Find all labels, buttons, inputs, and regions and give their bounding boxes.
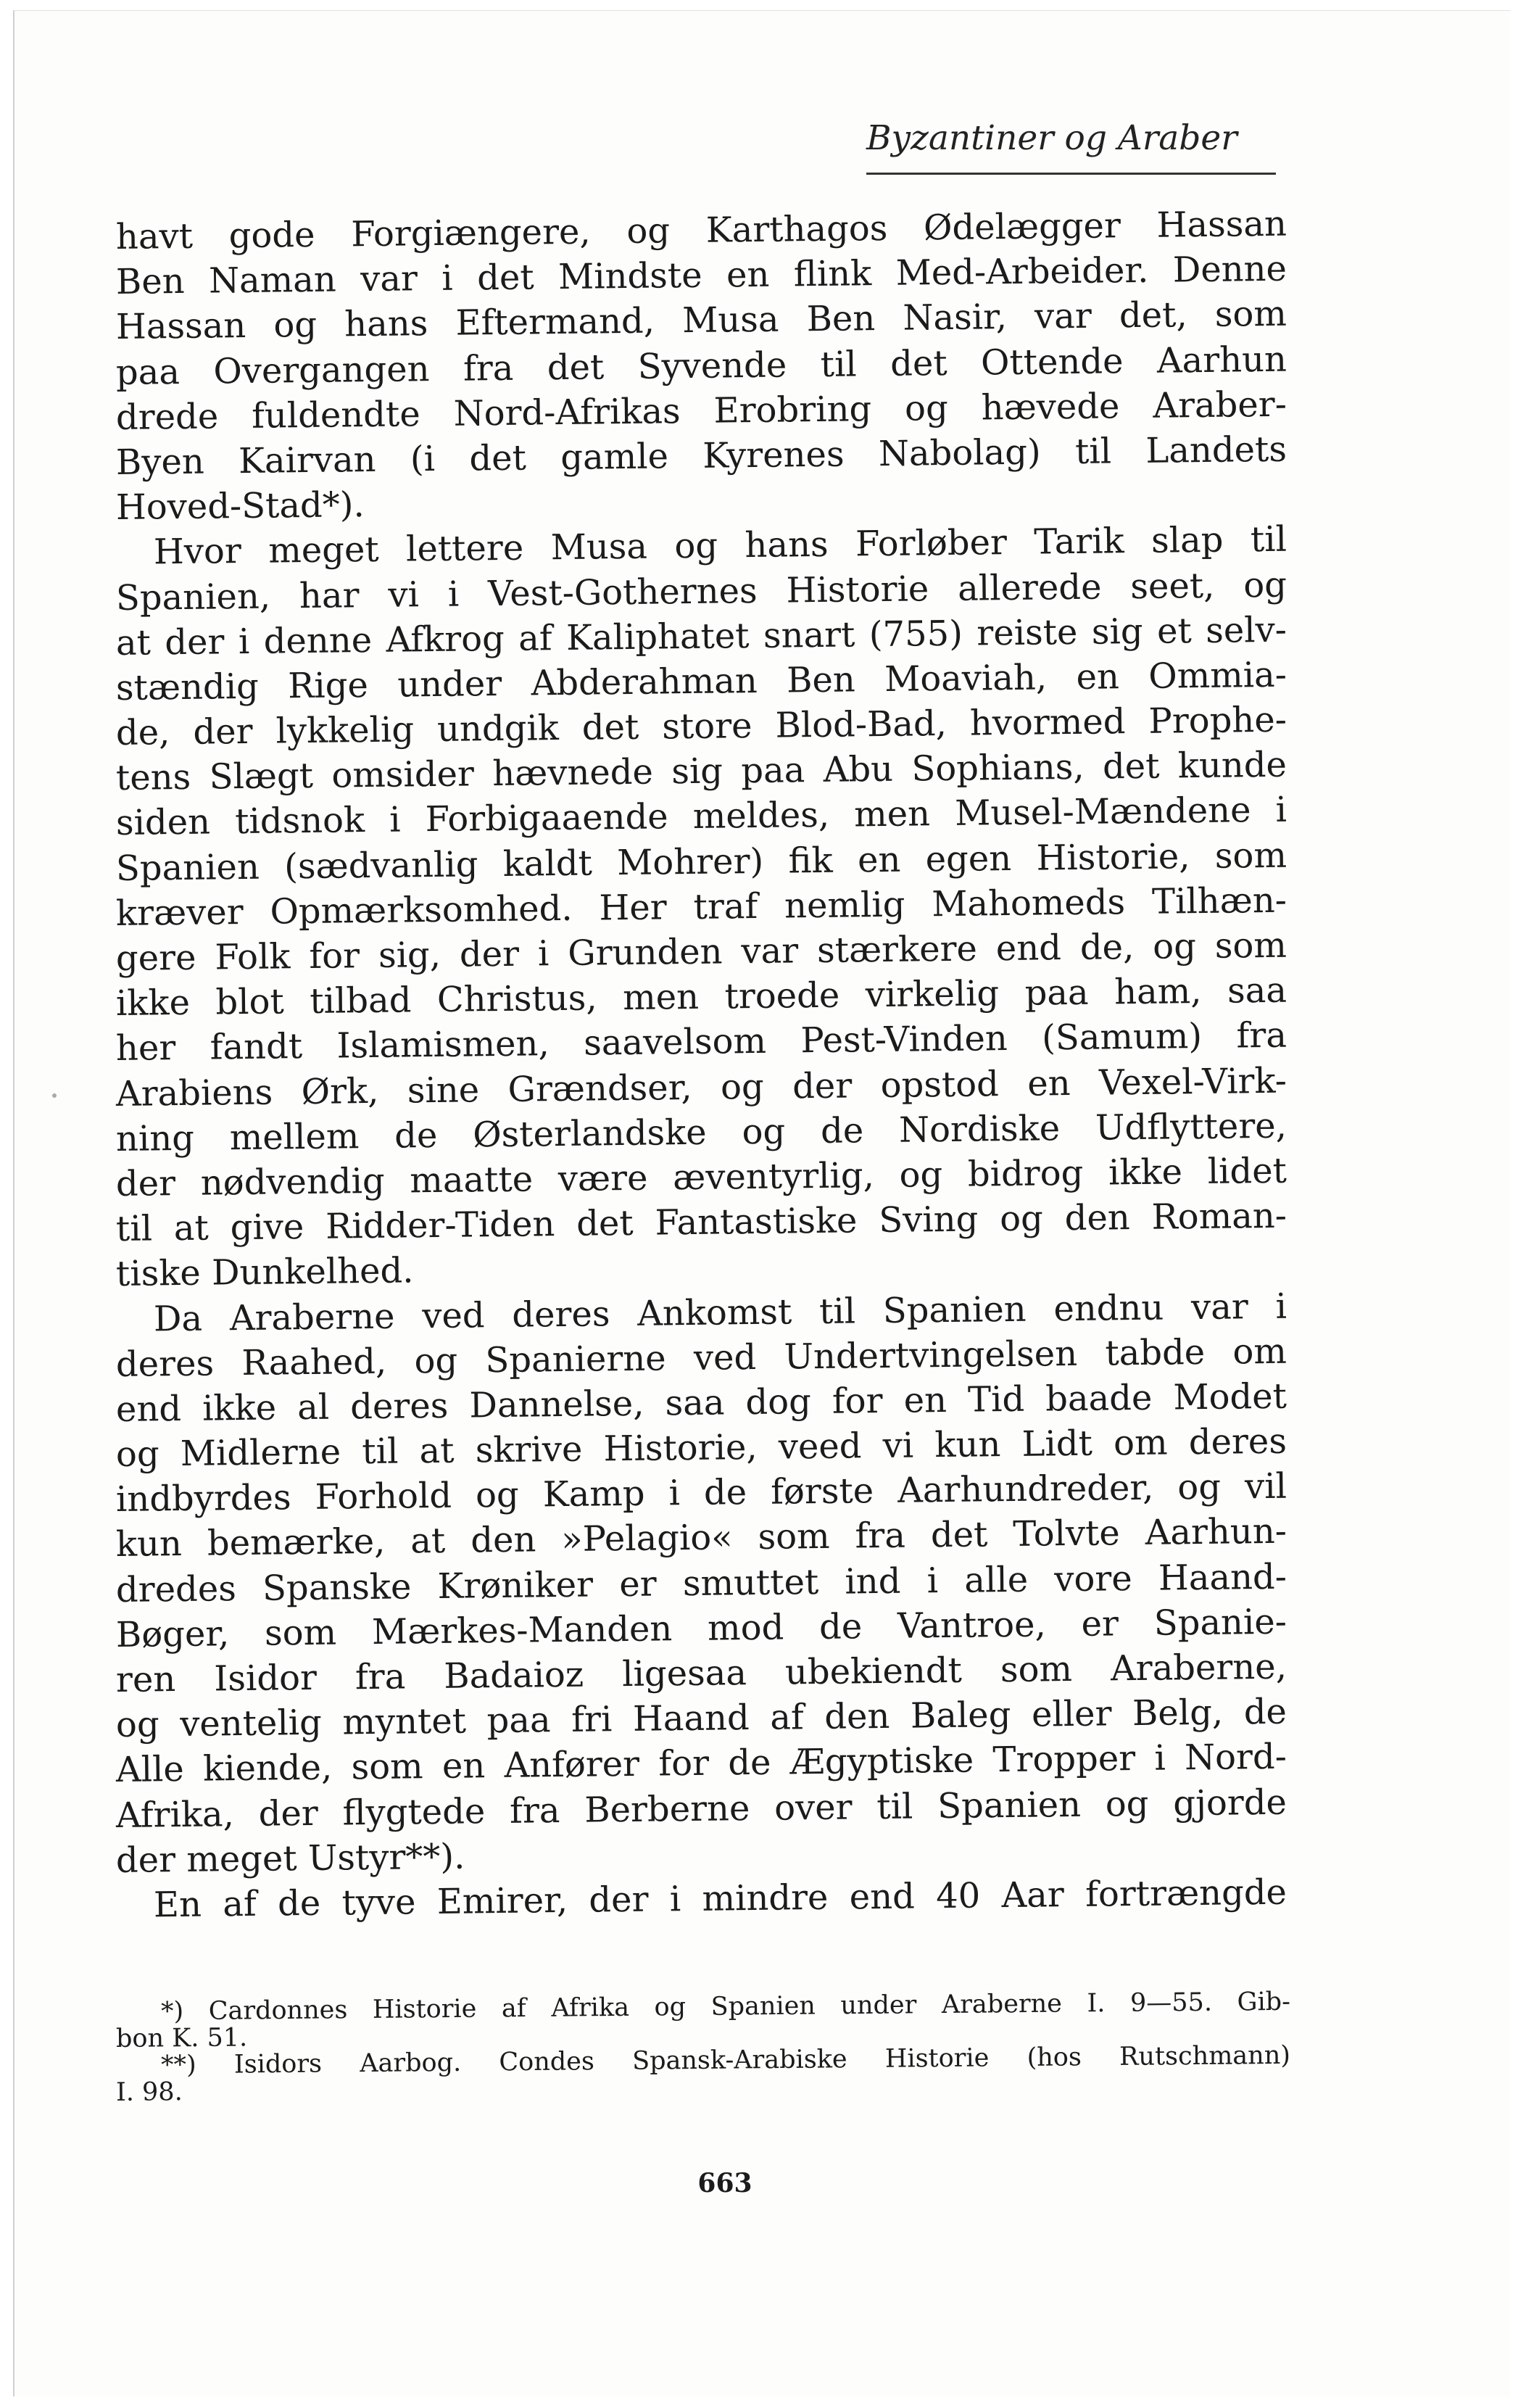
- body-line: tiske Dunkelhed.: [115, 1250, 414, 1295]
- body-line: kræver Opmærksomhed. Her traf nemlig Mahomeds Tilhæn-: [115, 880, 1287, 934]
- body-line: der meget Ustyr**).: [115, 1836, 465, 1881]
- body-line: der nødvendig maatte være æventyrlig, og bidrog ikke lidet: [115, 1150, 1287, 1204]
- body-line: Ben Naman var i det Mindste en flink Med-Arbeider. Denne: [115, 248, 1287, 303]
- body-line: og ventelig myntet paa fri Haand af den Baleg eller Belg, de: [115, 1691, 1287, 1746]
- footnote-line: **) Isidors Aarbog. Condes Spansk-Arabiske Historie (hos Rutschmann): [160, 2040, 1291, 2080]
- body-line: ren Isidor fra Badaioz ligesaa ubekiendt som Araberne,: [115, 1646, 1287, 1700]
- body-line: gere Folk for sig, der i Grunden var stærkere end de, og som: [115, 924, 1287, 979]
- body-text: [115, 203, 1287, 1928]
- body-line: Spanien (sædvanlig kaldt Mohrer) fik en egen Historie, som: [115, 835, 1287, 889]
- body-line: at der i denne Afkrog af Kaliphatet snart (755) reiste sig et selv-: [115, 609, 1287, 663]
- body-line: Arabiens Ørk, sine Grændser, og der opstod en Vexel-Virk-: [115, 1060, 1287, 1114]
- body-line: kun bemærke, at den »Pelagio« som fra det Tolvte Aarhun-: [115, 1511, 1287, 1565]
- body-line: Spanien, har vi i Vest-Gothernes Historie allerede seet, og: [115, 564, 1287, 618]
- body-line: Da Araberne ved deres Ankomst til Spanien endnu var i: [153, 1286, 1287, 1339]
- body-line: stændig Rige under Abderahman Ben Moaviah, en Ommia-: [115, 654, 1287, 708]
- body-line: paa Overgangen fra det Syvende til det Ottende Aarhun: [115, 339, 1287, 393]
- running-head-rule: [866, 173, 1276, 175]
- footnote-line: bon K. 51.: [115, 2023, 248, 2053]
- footnote-line: I. 98.: [115, 2077, 183, 2107]
- body-line: her fandt Islamismen, saavelsom Pest-Vinden (Samum) fra: [115, 1015, 1287, 1069]
- body-line: Byen Kairvan (i det gamle Kyrenes Nabolag) til Landets: [115, 429, 1287, 483]
- body-line: og Midlerne til at skrive Historie, veed vi kun Lidt om deres: [115, 1420, 1287, 1476]
- body-line: tens Slægt omsider hævnede sig paa Abu Sophians, det kunde: [115, 744, 1287, 799]
- body-line: drede fuldendte Nord-Afrikas Erobring og hævede Araber-: [115, 384, 1287, 438]
- footnotes: [115, 1987, 1291, 2107]
- footnote-line: *) Cardonnes Historie af Afrika og Spanien under Araberne I. 9—55. Gib-: [160, 1987, 1291, 2027]
- body-line: siden tidsnok i Forbigaaende meldes, men Musel-Mændene i: [115, 790, 1287, 844]
- body-line: havt gode Forgiængere, og Karthagos Ødelægger Hassan: [115, 203, 1287, 257]
- body-line: Afrika, der flygtede fra Berberne over til Spanien og gjorde: [115, 1782, 1287, 1836]
- body-line: end ikke al deres Dannelse, saa dog for en Tid baade Modet: [115, 1375, 1287, 1430]
- body-line: indbyrdes Forhold og Kamp i de første Aarhundreder, og vil: [115, 1465, 1287, 1520]
- body-line: dredes Spanske Krøniker er smuttet ind i alle vore Haand-: [115, 1556, 1287, 1610]
- running-head: Byzantiner og Araber: [866, 118, 1237, 158]
- body-line: En af de tyve Emirer, der i mindre end 40 Aar fortrængde: [153, 1871, 1287, 1926]
- body-line: Hassan og hans Eftermand, Musa Ben Nasir, var det, som: [115, 294, 1287, 348]
- body-line: ikke blot tilbad Christus, men troede virkelig paa ham, saa: [115, 969, 1287, 1025]
- body-line: ning mellem de Østerlandske og de Nordiske Udflyttere,: [115, 1105, 1287, 1159]
- body-line: til at give Ridder-Tiden det Fantastiske Sving og den Roman-: [115, 1195, 1287, 1250]
- page-number: 663: [697, 2168, 752, 2198]
- body-line: de, der lykkelig undgik det store Blod-Bad, hvormed Prophe-: [115, 699, 1287, 754]
- body-line: Alle kiende, som en Anfører for de Ægyptiske Tropper i Nord-: [115, 1737, 1287, 1791]
- margin-speck: [52, 1093, 57, 1098]
- body-line: deres Raahed, og Spanierne ved Undertvingelsen tabde om: [115, 1331, 1287, 1385]
- body-line: Bøger, som Mærkes-Manden mod de Vantroe, er Spanie-: [115, 1601, 1287, 1655]
- body-line: Hoved-Stad*).: [115, 484, 365, 529]
- body-line: Hvor meget lettere Musa og hans Forløber Tarik slap til: [153, 518, 1287, 573]
